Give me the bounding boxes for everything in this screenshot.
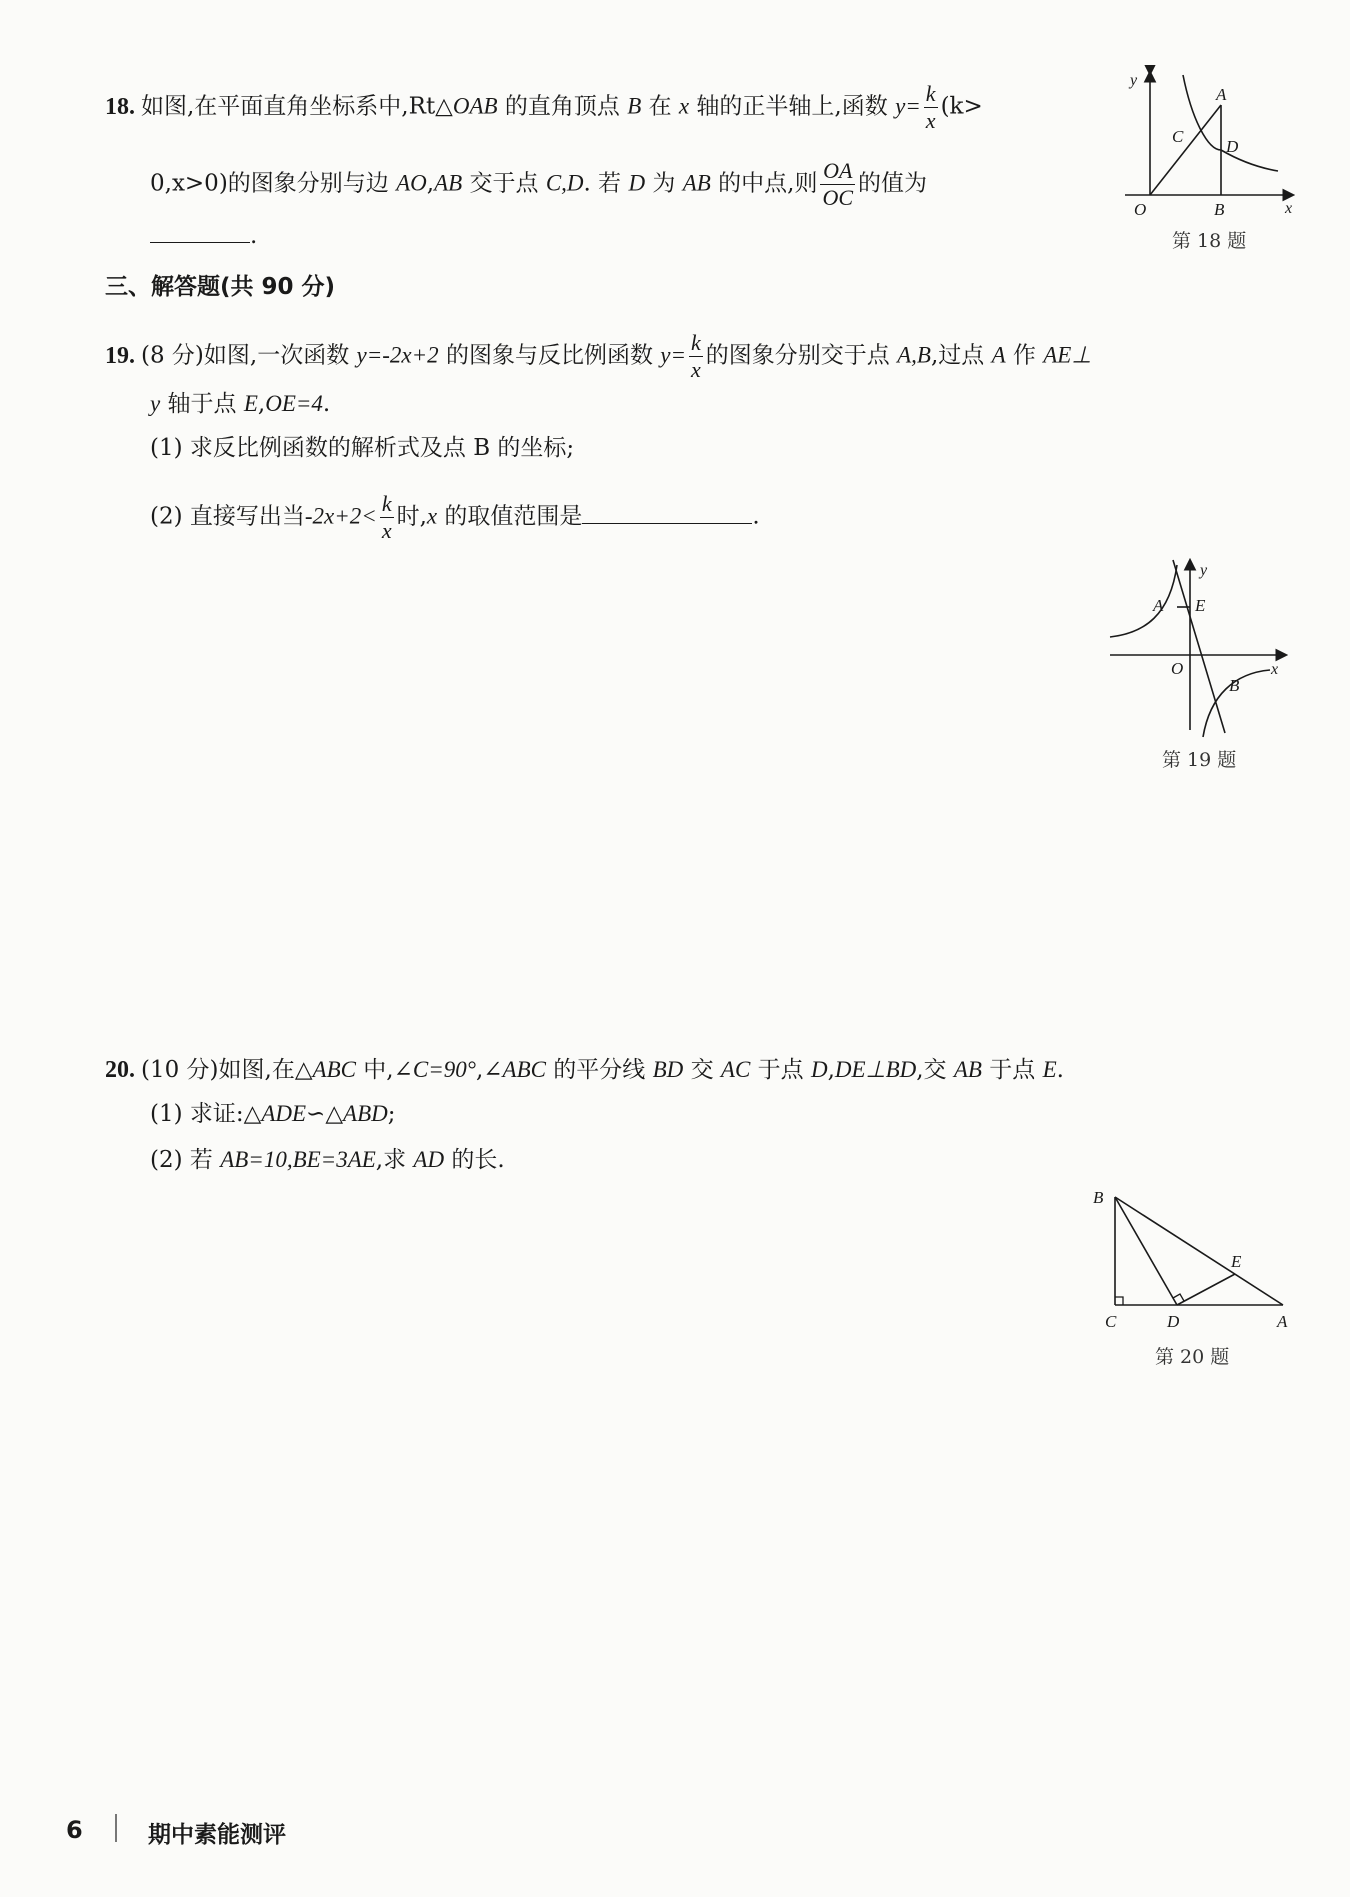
section-3-title: 三、解答题(共 90 分) [105, 274, 336, 300]
q20-right-angle-c [1115, 1297, 1123, 1305]
q20-line-1: 20. (10 分)如图,在△ABC 中,∠C=90°,∠ABC 的平分线 BD 交 AC 于点 D,DE⊥BD,交 AB 于点 E. [105, 1057, 1064, 1083]
q20-number: 20. [105, 1057, 135, 1083]
q18-label-d: D [1226, 137, 1239, 156]
q19-label-y: y [1200, 562, 1208, 579]
q19-hyperbola-left [1110, 565, 1177, 637]
q18-label-x: x [1285, 200, 1293, 217]
q18-label-y: y [1130, 72, 1138, 89]
q20-figure [1085, 1185, 1305, 1335]
q18-figure [1120, 65, 1300, 225]
q20-label-b: B [1093, 1188, 1104, 1207]
q19-line [1173, 560, 1225, 733]
q19-label-x: x [1271, 661, 1279, 678]
q20-label-d: D [1167, 1312, 1180, 1331]
q19-part-2: (2) 直接写出当-2x+2< $\frac{k}{x}$ 时,x 的取值范围是 . [150, 491, 760, 543]
q18-answer-blank: . [150, 225, 257, 248]
q19-number: 19. [105, 342, 135, 369]
q18-segment-oa [1150, 105, 1221, 195]
q18-label-c: C [1172, 127, 1184, 146]
q19-label-b: B [1229, 676, 1240, 695]
q20-segment-ba [1115, 1197, 1283, 1305]
q18-fraction-k-over-x: $\frac{k}{x}$ [925, 81, 936, 133]
q20-segment-de [1177, 1274, 1235, 1305]
q18-label-b: B [1214, 200, 1225, 219]
q18-label-o: O [1134, 200, 1147, 219]
q20-part-2: (2) 若 AB=10,BE=3AE,求 AD 的长. [150, 1147, 505, 1173]
q18-number: 18. [105, 93, 135, 120]
q18-label-a: A [1216, 85, 1227, 104]
q20-label-a: A [1277, 1312, 1288, 1331]
q18-hyperbola [1183, 75, 1278, 171]
q19-part2-fraction: $\frac{k}{x}$ [381, 491, 392, 543]
q18-caption: 第 18 题 [1172, 230, 1247, 252]
q19-line-1: 19. (8 分)如图,一次函数 y=-2x+2 的图象与反比例函数 y= $\frac{k}{x}$ 的图象分别交于点 A,B,过点 A 作 AE⊥ [105, 330, 1092, 382]
q20-segment-bd [1115, 1197, 1177, 1305]
q19-part-1: (1) 求反比例函数的解析式及点 B 的坐标; [150, 435, 575, 461]
q19-caption: 第 19 题 [1162, 749, 1237, 771]
q20-caption: 第 20 题 [1155, 1346, 1230, 1368]
q20-label-c: C [1105, 1312, 1117, 1331]
q20-label-e: E [1231, 1252, 1242, 1271]
q19-answer-blank [582, 523, 752, 524]
q19-line-2: y 轴于点 E,OE=4. [150, 391, 331, 417]
q19-label-a: A [1153, 596, 1164, 615]
footer-title: 期中素能测评 [148, 1822, 286, 1848]
q18-fraction-oa-over-oc: $\frac{OA}{OC}$ [822, 158, 854, 210]
q18-line-1: 18. 如图,在平面直角坐标系中,Rt△OAB 的直角顶点 B 在 x 轴的正半轴上,函数 y= $\frac{k}{x}$ (k> [105, 81, 983, 133]
footer-separator [115, 1814, 117, 1842]
q19-label-e: E [1195, 596, 1206, 615]
q18-line-2: 0,x>0)的图象分别与边 AO,AB 交于点 C,D. 若 D 为 AB 的中点,则 $\frac{OA}{OC}$ 的值为 [150, 158, 928, 210]
q19-label-o: O [1171, 659, 1184, 678]
page-number: 6 [66, 1816, 83, 1844]
q20-part-1: (1) 求证:△ADE∽△ABD; [150, 1101, 396, 1127]
q19-fraction-k-over-x: $\frac{k}{x}$ [691, 330, 701, 382]
q19-figure [1105, 555, 1295, 740]
